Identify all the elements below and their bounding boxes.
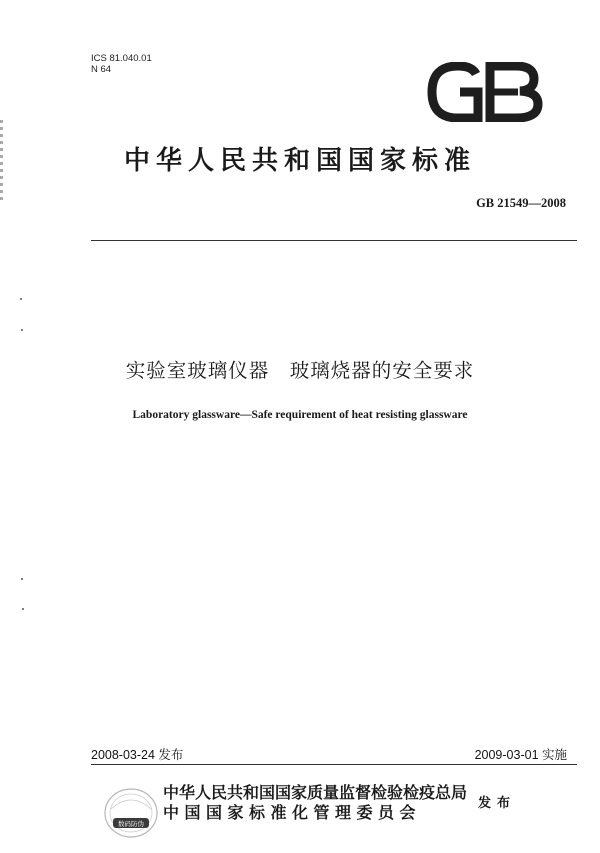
issuer-sac: 中国国家标准化管理委员会: [163, 803, 422, 822]
publish-label: 发布: [478, 796, 517, 811]
national-standard-title: 中华人民共和国国家标准: [123, 146, 476, 176]
header-divider: [91, 240, 577, 241]
issuer-aqsiq: 中华人民共和国国家质量监督检验检疫总局: [163, 783, 468, 802]
classification-codes: [91, 53, 152, 75]
standard-number: GB 21549—2008: [476, 196, 566, 210]
implementation-date: 2009-03-01 实施: [474, 748, 567, 762]
scan-speck: [21, 329, 23, 331]
gb-logo-text: GB: [424, 62, 426, 63]
standard-title-english: Laboratory glassware—Safe requirement of heat resisting glassware: [132, 409, 468, 421]
footer-divider: [91, 764, 577, 765]
scan-speck: [21, 578, 23, 580]
gb-logo: [424, 62, 546, 122]
anti-counterfeit-seal: [103, 785, 159, 841]
scan-speck: [20, 298, 22, 300]
ics-code: ICS 81.040.01: [91, 53, 152, 64]
seal-text: 数码防伪: [118, 820, 144, 828]
issue-date: 2008-03-24 发布: [91, 748, 184, 762]
scan-speck: [22, 608, 24, 610]
ccs-code: N 64: [91, 64, 112, 75]
standard-title-chinese: 实验室玻璃仪器 玻璃烧器的安全要求: [125, 359, 475, 382]
